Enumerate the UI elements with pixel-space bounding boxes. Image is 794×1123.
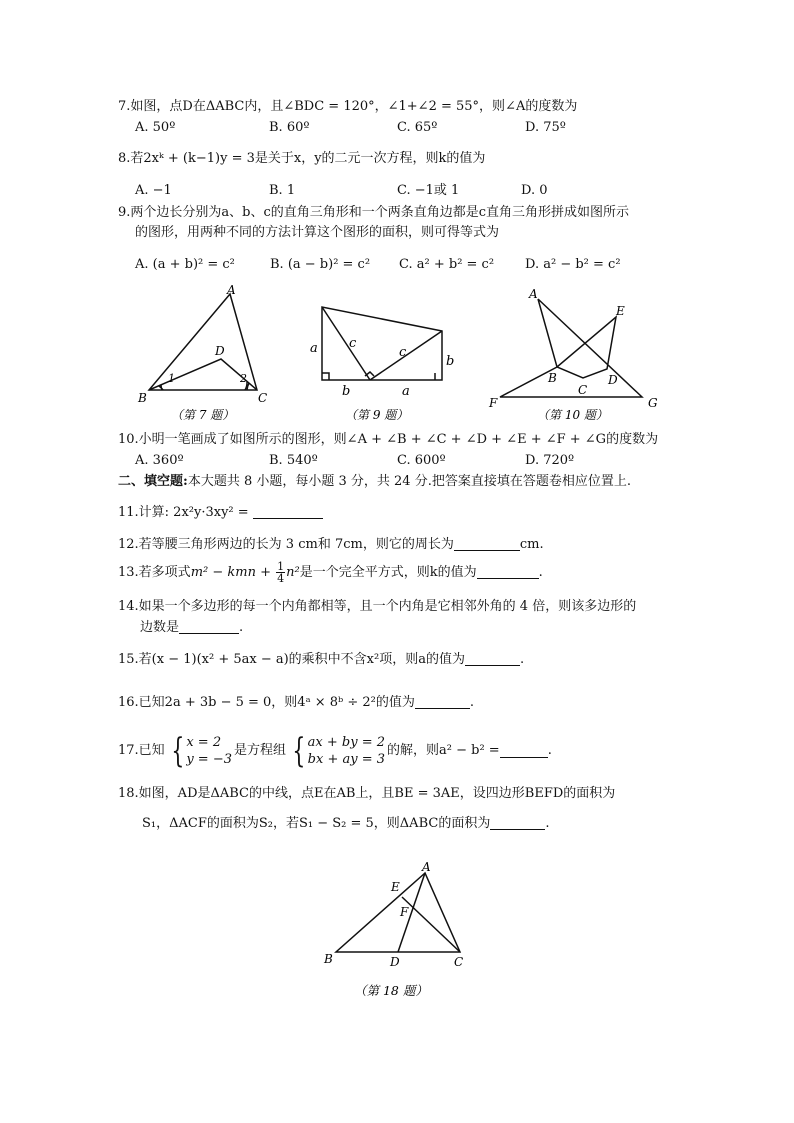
section-2-title: 二、填空题: <box>118 474 188 489</box>
q14-line2-text: 边数是 <box>140 620 180 635</box>
fig10-label-e: E <box>616 304 625 318</box>
fig18-label-c: C <box>454 955 464 969</box>
fig7-label-b: B <box>138 391 147 405</box>
q17-sys2-row2: bx + ay = 3 <box>307 752 385 767</box>
q10-option-a: A. 360º <box>135 453 184 468</box>
fig18-label-d: D <box>390 955 400 969</box>
fig10-label-b: B <box>548 371 557 385</box>
q17-equation-system <box>288 731 385 771</box>
q11-answer-blank[interactable] <box>253 505 323 519</box>
q12-answer-blank[interactable] <box>454 537 520 551</box>
q9-option-b: B. (a − b)² = c² <box>270 257 371 272</box>
fig18-caption: （第 18 题） <box>354 983 428 998</box>
fig7-angle-1: 1 <box>168 372 175 385</box>
q11 <box>118 504 323 522</box>
fig7-caption: （第 7 题） <box>171 408 235 422</box>
fig10-label-f: F <box>489 396 498 410</box>
fig18-label-a: A <box>422 860 431 874</box>
q12-unit: cm. <box>519 537 544 552</box>
q17-sys1-row2: y = −3 <box>186 752 232 767</box>
q17 <box>118 728 552 774</box>
q17-answer-blank[interactable] <box>500 744 548 758</box>
figure-18 <box>318 855 478 1005</box>
q17-brace-2: { <box>292 731 306 771</box>
q9-option-a: A. (a + b)² = c² <box>135 257 235 272</box>
q13-suffix: 是一个完全平方式，则k的值为 <box>299 565 477 580</box>
q8-option-b: B. 1 <box>269 183 296 198</box>
fig9-label-c-right: c <box>399 345 407 360</box>
q18-line1: 18.如图，AD是ΔABC的中线，点E在AB上，且BE = 3AE，设四边形BEFD的面积为 <box>118 786 616 801</box>
q17-prefix: 17.已知 <box>118 743 165 758</box>
fig9-label-b-bottom: b <box>342 384 351 399</box>
section-2-header <box>118 473 631 491</box>
figure-10 <box>485 285 665 427</box>
fig7-angle-2: 2 <box>240 372 247 385</box>
q13-expression-b: n² <box>286 565 300 580</box>
q18-line2 <box>142 815 549 833</box>
q16-answer-blank[interactable] <box>415 695 470 709</box>
fig9-label-a-bottom: a <box>402 384 410 399</box>
q17-sys1-row1: x = 2 <box>186 735 222 750</box>
q13-end: . <box>538 565 543 580</box>
section-2-instructions: 本大题共 8 小题，每小题 3 分，共 24 分.把答案直接填在答题卷相应位置上. <box>187 474 631 489</box>
q7-option-d: D. 75º <box>525 120 566 135</box>
q18-line2-text: S₁，ΔACF的面积为S₂，若S₁ − S₂ = 5，则ΔABC的面积为 <box>142 816 491 831</box>
q10-option-b: B. 540º <box>269 453 318 468</box>
fig10-caption: （第 10 题） <box>537 408 608 422</box>
q16-text: 16.已知2a + 3b − 5 = 0，则4ᵃ × 8ᵇ ÷ 2²的值为 <box>118 695 415 710</box>
q16 <box>118 694 474 712</box>
q12-text: 12.若等腰三角形两边的长为 3 cm和 7cm，则它的周长为 <box>118 537 454 552</box>
q13-answer-blank[interactable] <box>477 565 539 579</box>
q13 <box>118 558 543 588</box>
q13-prefix: 13.若多项式 <box>118 565 191 580</box>
q15-text: 15.若(x − 1)(x² + 5ax − a)的乘积中不含x²项，则a的值为 <box>118 652 465 667</box>
q12 <box>118 536 544 554</box>
q7-option-b: B. 60º <box>269 120 310 135</box>
fig10-label-d: D <box>608 373 618 387</box>
q15-end: . <box>519 652 525 667</box>
q13-fraction-denominator: 4 <box>277 572 285 585</box>
fig9-label-b-right: b <box>446 354 455 369</box>
q11-text: 11.计算: 2x²y·3xy² = <box>118 505 253 520</box>
fig7-label-d: D <box>215 344 225 358</box>
q7-option-a: A. 50º <box>135 120 176 135</box>
q13-fraction-numerator: 1 <box>277 560 285 573</box>
q9-option-c: C. a² + b² = c² <box>399 257 495 272</box>
q10-stem: 10.小明一笔画成了如图所示的图形，则∠A + ∠B + ∠C + ∠D + ∠E + ∠F + ∠G的度数为 <box>118 432 659 447</box>
q9-option-d: D. a² − b² = c² <box>525 257 621 272</box>
q17-solution-system <box>167 731 232 771</box>
q18-answer-blank[interactable] <box>490 816 545 830</box>
q8-option-c: C. −1或 1 <box>397 183 460 198</box>
q17-middle: 是方程组 <box>234 743 287 758</box>
fig7-label-c: C <box>258 391 268 405</box>
q18-end: . <box>545 816 550 831</box>
q17-end: . <box>547 743 552 758</box>
q8-stem: 8.若2xᵏ + (k−1)y = 3是关于x，y的二元一次方程，则k的值为 <box>118 151 486 166</box>
fig10-label-a: A <box>529 287 538 301</box>
q8-option-a: A. −1 <box>135 183 172 198</box>
q7-stem: 7.如图，点D在ΔABC内，且∠BDC = 120°，∠1+∠2 = 55°，则∠A的度数为 <box>118 99 578 114</box>
q17-sys2-row1: ax + by = 2 <box>307 735 385 750</box>
q14-line1: 14.如果一个多边形的每一个内角都相等，且一个内角是它相邻外角的 4 倍，则该多边形的 <box>118 599 637 614</box>
q9-stem-line1: 9.两个边长分别为a、b、c的直角三角形和一个两条直角边都是c直角三角形拼成如图所示 <box>118 205 630 220</box>
figure-7 <box>135 282 275 427</box>
q9-stem-line2: 的图形，用两种不同的方法计算这个图形的面积，则可得等式为 <box>135 225 500 240</box>
fig9-caption: （第 9 题） <box>345 408 409 422</box>
fig7-label-a: A <box>227 283 236 297</box>
q15-answer-blank[interactable] <box>465 652 520 666</box>
figure-9 <box>305 295 470 427</box>
q13-fraction <box>276 561 285 584</box>
q17-brace-1: { <box>171 731 184 771</box>
q13-expression-a: m² − kmn + <box>190 565 276 580</box>
q17-suffix: 的解，则a² − b² = <box>387 743 500 758</box>
q10-option-c: C. 600º <box>397 453 446 468</box>
q15 <box>118 651 524 669</box>
q10-option-d: D. 720º <box>525 453 575 468</box>
q16-end: . <box>469 695 474 710</box>
q14-answer-blank[interactable] <box>179 620 239 634</box>
q14-end: . <box>239 620 244 635</box>
q7-option-c: C. 65º <box>397 120 438 135</box>
fig18-label-f: F <box>400 905 409 919</box>
fig18-label-b: B <box>324 952 333 966</box>
fig9-label-a-left: a <box>310 341 318 356</box>
fig10-label-c: C <box>578 383 588 397</box>
q14-line2 <box>140 619 243 637</box>
q8-option-d: D. 0 <box>521 183 548 198</box>
fig9-label-c-left: c <box>349 336 357 351</box>
fig18-label-e: E <box>391 880 400 894</box>
fig10-label-g: G <box>648 396 658 410</box>
